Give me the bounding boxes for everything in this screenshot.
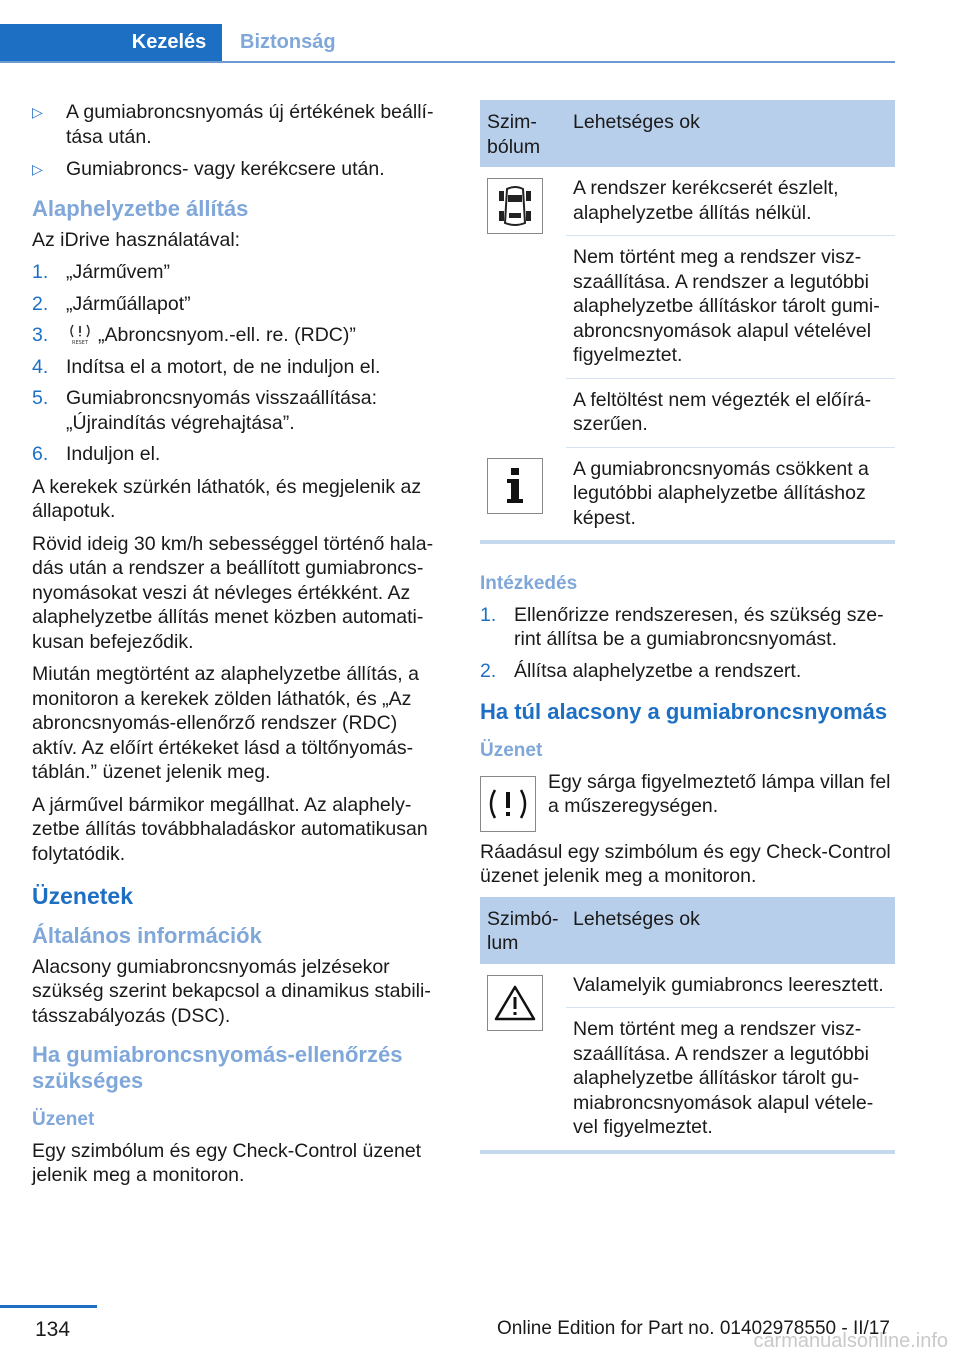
message-text: Egy szimbólum és egy Check-Control üzenet jelenik meg a monitoron.	[32, 1139, 422, 1186]
warning-triangle-icon	[487, 975, 543, 1031]
list-item: 1. Ellenőrizze rendszeresen, és szükség szerint állítsa be a gumiabroncsnyomást.	[480, 603, 884, 650]
low-pressure-heading: Ha túl alacsony a gumiabroncsnyomás	[480, 699, 888, 724]
paragraph: A kerekek szürkén láthatók, és megjelenik az állapotuk.	[32, 475, 422, 522]
list-item: 2. Állítsa alaphelyzetbe a rendszert.	[480, 659, 802, 682]
page-number: 134	[35, 1318, 71, 1341]
table-header-symbol: Szimbólum	[480, 897, 566, 964]
table-row: A rendszer kerékcserét észlelt, alaphelyzetbe állítás nélkül.	[480, 167, 895, 236]
tab-kezeles[interactable]: Kezelés	[0, 24, 222, 61]
table-row: A gumiabroncsnyomás csökkent a legutóbbi alaphelyzetbe állításhoz képest.	[480, 447, 895, 542]
table-row: Valamelyik gumiabroncs leeresztett.	[480, 964, 895, 1008]
additional-text: Ráadásul egy szimbólum és egy Check-Control üzenet jelenik meg a monitoron.	[480, 840, 891, 887]
list-item: ▷ A gumiabroncsnyomás új értékének beállítása után.	[32, 101, 434, 148]
reset-steps	[32, 260, 442, 467]
list-item: 1. „Járművem”	[32, 261, 171, 283]
messages-heading: Üzenetek	[32, 883, 133, 909]
list-item: 6. Induljon el.	[32, 443, 161, 465]
table-header-reason: Lehetséges ok	[566, 897, 895, 964]
symbol-table-2	[480, 897, 895, 1154]
measures-heading: Intézkedés	[480, 573, 578, 594]
header-tab-bar	[0, 24, 895, 63]
table-header-reason: Lehetséges ok	[566, 100, 895, 167]
warning-lamp-row	[480, 770, 895, 832]
paragraph: Rövid ideig 30 km/h sebességgel történő haladás után a rendszer a beállított gumiabroncsnyomásokat veszi át névleges értékként. Az alaphelyzetbe állítás menet közben automatikusan befejeződik.	[32, 532, 434, 653]
tab-biztonsag[interactable]: Biztonság	[240, 31, 336, 53]
right-column	[480, 100, 895, 1182]
rdc-reset-icon	[66, 323, 94, 345]
list-item: 5. Gumiabroncsnyomás visszaállítása: „Újraindítás végrehajtása”.	[32, 387, 378, 434]
car-wheels-icon	[487, 178, 543, 234]
triangle-bullet-icon: ▷	[32, 161, 43, 177]
table-row: Nem történt meg a rendszer viszszaállítása. A rendszer a legutóbbi alaphelyzetbe állításkor tárolt gumiabroncsnyomások alapul vételevel figyelmeztet.	[480, 1008, 895, 1152]
warning-lamp-text: Egy sárga figyelmeztető lámpa villan fel a műszeregységen.	[548, 770, 891, 817]
general-info-heading: Általános információk	[32, 922, 262, 948]
table-row: Nem történt meg a rendszer viszszaállítása. A rendszer a legutóbbi alaphelyzetbe állításkor tárolt gumiabroncsnyomások alapul vételével figyelmeztet.	[480, 236, 895, 379]
list-item: 4. Indítsa el a motort, de ne induljon el.	[32, 355, 381, 378]
edition-footer: Online Edition for Part no. 01402978550 - II/17	[497, 1318, 890, 1339]
message-subheading: Üzenet	[480, 740, 543, 761]
idrive-intro: Az iDrive használatával:	[32, 228, 241, 251]
measures-list	[480, 603, 895, 684]
symbol-table-1	[480, 100, 895, 544]
info-icon	[487, 458, 543, 514]
check-needed-heading: Ha gumiabroncsnyomás-ellenőrzés szükséges	[32, 1042, 403, 1093]
general-info-text: Alacsony gumiabroncsnyomás jelzésekor szükség szerint bekapcsol a dinamikus stabilitásszabályozás (DSC).	[32, 955, 431, 1027]
page-number-rule	[0, 1305, 97, 1308]
message-subheading: Üzenet	[32, 1109, 95, 1130]
bullet-list	[32, 100, 442, 182]
reset-heading: Alaphelyzetbe állítás	[32, 195, 249, 221]
paragraph: A járművel bármikor megállhat. Az alaphelyzetbe állítás továbbhaladáskor automatikusan folytatódik.	[32, 793, 428, 865]
tire-pressure-warning-icon	[480, 776, 536, 832]
list-item: 2. „Járműállapot”	[32, 292, 191, 315]
list-item: ▷ Gumiabroncs- vagy kerékcsere után.	[32, 158, 385, 180]
table-header-symbol: Szimbólum	[480, 100, 566, 167]
table-row: A feltöltést nem végezték el előírászerűen.	[480, 378, 895, 447]
paragraph: Miután megtörtént az alaphelyzetbe állítás, a monitoron a kerekek zölden láthatók, és „Az abroncsnyomás-ellenőrző rendszer (RDC) aktív. Az előírt értékeket lásd a töltőnyomástáblán.” üzenet jelenik meg.	[32, 663, 419, 783]
triangle-bullet-icon: ▷	[32, 104, 43, 120]
left-column	[32, 100, 442, 1196]
list-item: 3. RESET „Abroncsnyom.-ell. re. (RDC)”	[32, 324, 356, 346]
watermark: carmanualsonline.info	[753, 1330, 948, 1352]
svg-text:RESET: RESET	[71, 340, 89, 345]
